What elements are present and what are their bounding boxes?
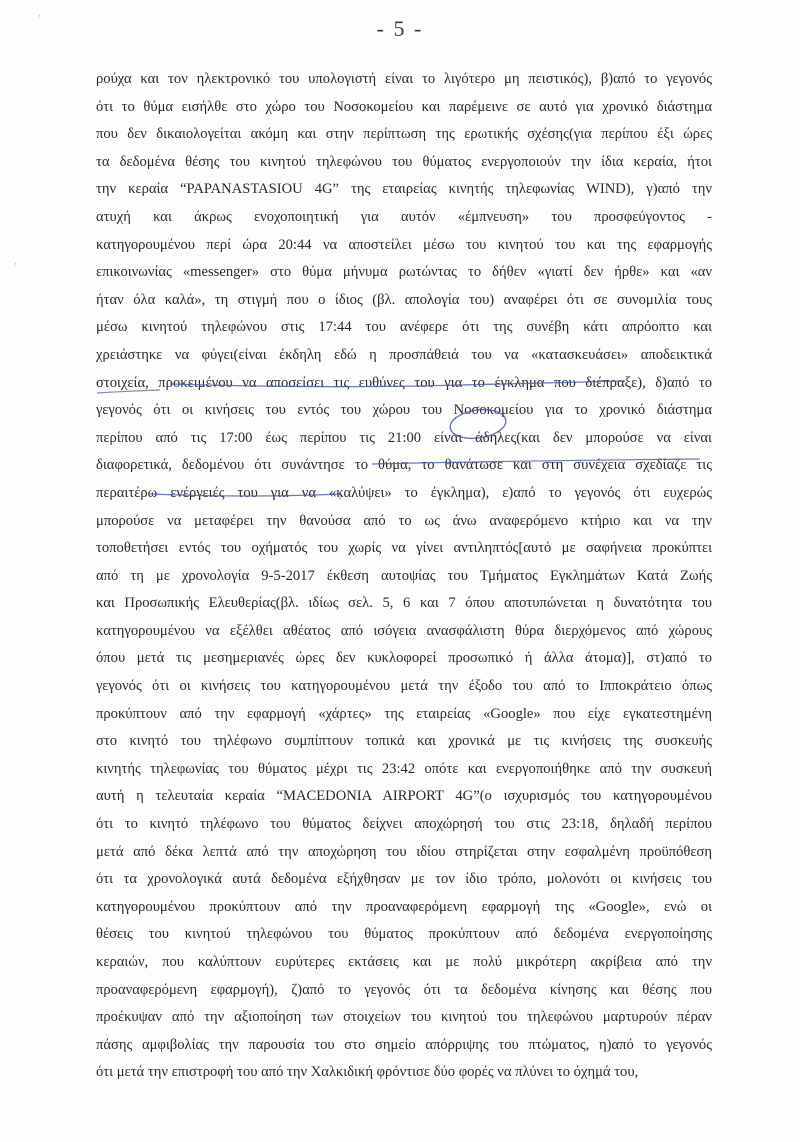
text-line: περαιτέρω ενέργειές του για να «καλύψει» το έγκλημα), ε)από το γεγονός ότι ευχερώς [96,484,712,501]
text-line: μετά από δέκα λεπτά από την αποχώρηση του ιδίου στηρίζεται στην εσφαλμένη προϋπόθεση [96,843,712,860]
text-line: προέκυψαν από την αξιοποίηση των στοιχείων του κινητού του τηλεφώνου μαρτυρούν πέραν [96,1009,712,1026]
text-line: προκύπτουν από την εφαρμογή «χάρτες» της εταιρείας «Google» που είχε εγκατεστημένη [96,705,712,722]
text-line: ρούχα και τον ηλεκτρονικό του υπολογιστή είναι το λιγότερο μη πειστικός), β)από το γεγονός [96,71,712,87]
text-line: στοιχεία, προκειμένου να αποσείσει τις ευθύνες του για το έγκλημα που διέπραξε), δ)από το [96,374,712,391]
page-number: - 5 - [376,16,424,41]
text-line: και Προσωπικής Ελευθερίας(βλ. ιδίως σελ. 5, 6 και 7 όπου αποτυπώνεται η δυνατότητα του [96,595,712,612]
text-line: επικοινωνίας «messenger» στο θύμα μήνυμα ρωτώντας το δήθεν «γιατί δεν ήρθε» και «αν [96,264,712,281]
text-line: την κεραία “PAPANASTASIOU 4G” της εταιρείας κινητής τηλεφωνίας WIND), γ)από την [96,181,712,198]
text-line: γεγονός ότι οι κινήσεις του εντός του χώρου του Νοσοκομείου για το χρονικό διάστημα [96,402,712,419]
text-line: γεγονός ότι οι κινήσεις του κατηγορουμένου μετά την έξοδο του από το Ιπποκράτειο όπως [96,678,712,695]
text-line: θέσεις του κινητού τηλεφώνου του θύματος προκύπτουν από δεδομένα ενεργοποίησης [96,926,712,943]
text-line: από τη με χρονολογία 9-5-2017 έκθεση αυτοψίας του Τμήματος Εγκλημάτων Κατά Ζωής [96,567,712,584]
text-line: πάσης αμφιβολίας την παρουσία του στο σημείο απόρριψης του πτώματος, η)από το γεγονός [96,1036,712,1053]
text-line: μέσω κινητού τηλεφώνου στις 17:44 του ανέφερε ότι της συνέβη κάτι απρόοπτο και [96,319,712,336]
text-line: ότι το θύμα εισήλθε στο χώρο του Νοσοκομείου και παρέμεινε σε αυτό για χρονικό διάστημα [96,98,712,115]
text-line: κινητής τηλεφωνίας του θύματος μέχρι τις 23:42 οπότε και ενεργοποιήθηκε από την συσκευή [96,760,712,777]
text-line: τα δεδομένα θέσης του κινητού τηλεφώνου του θύματος ενεργοποιούν την ίδια κεραία, ήτοι [96,153,712,170]
text-line: ότι μετά την επιστροφή του από την Χαλκιδική φρόντισε δύο φορές να πλύνει το όχημά του, [96,1064,639,1081]
text-line: αυτή η τελευταία κεραία “MACEDONIA AIRPORT 4G”(ο ισχυρισμός του κατηγορουμένου [96,788,712,805]
text-line: ότι το κινητό τηλέφωνο του θύματος δείχνει αποχώρησή του στις 23:18, δηλαδή περίπου [96,816,712,833]
text-line: στο κινητό του τηλέφωνο συμπίπτουν τοπικά και χρονικά με τις κινήσεις της συσκευής [96,733,712,750]
text-line: διαφορετικά, δεδομένου ότι συνάντησε το θύμα, το θανάτωσε και στη συνέχεια σχεδίαζε τις [96,457,712,474]
text-line: μπορούσε να μεταφέρει την θανούσα από το ως άνω αναφερόμενο κτήριο και να την [96,512,712,529]
text-line: που δεν δικαιολογείται ακόμη και στην περίπτωση της ερωτικής σχέσης(για περίπου έξι ώρες [96,126,712,143]
text-line: κατηγορουμένου να εξέλθει αθέατος από ισόγεια ανασφάλιστη θύρα διερχόμενος από χώρους [96,622,712,639]
text-line: κατηγορουμένου προκύπτουν από την προαναφερόμενη εφαρμογή της «Google», ενώ οι [96,898,712,915]
text-line: ατυχή και άκρως ενοχοποιητική για αυτόν «έμπνευση» του προσφεύγοντος - [96,208,712,225]
text-line: περίπου από τις 17:00 έως περίπου τις 21:00 είναι άδηλες(και δεν μπορούσε να είναι [96,429,712,446]
text-line: ήταν όλα καλά», τη στιγμή που ο ίδιος (βλ. απολογία του) αναφέρει ότι σε συνομιλία τους [96,291,712,308]
text-line: χρειάστηκε να φύγει(είναι έκδηλη εδώ η προσπάθειά του να «κατασκευάσει» αποδεικτικά [96,346,712,363]
text-line: κεραιών, που καλύπτουν ευρύτερες εκτάσεις και με πολύ μικρότερη ακρίβεια από την [96,954,712,970]
text-line: ότι τα χρονολογικά αυτά δεδομένα εξήχθησαν με τον ίδιο τρόπο, μολονότι οι κινήσεις του [96,871,712,888]
text-line: τοποθετήσει εντός του οχήματός του χωρίς να γίνει αντιληπτός[αυτό με σαφήνεια προκύπτει [96,540,712,557]
text-line: προαναφερόμενη εφαρμογή), ζ)από το γεγονός ότι τα δεδομένα κίνησης και θέσης που [96,981,712,998]
text-line: όπου μετά τις μεσημεριανές ώρες δεν κυκλοφορεί προσωπικό ή άλλα άτομα)], στ)από το [96,650,712,667]
margin-speck-2: ʼ [38,14,42,25]
body-text [96,66,712,1087]
margin-speck-1: ʼ [14,262,18,273]
text-line: κατηγορουμένου περί ώρα 20:44 να αποστείλει μέσω του κινητού του και της εφαρμογής [96,236,712,253]
